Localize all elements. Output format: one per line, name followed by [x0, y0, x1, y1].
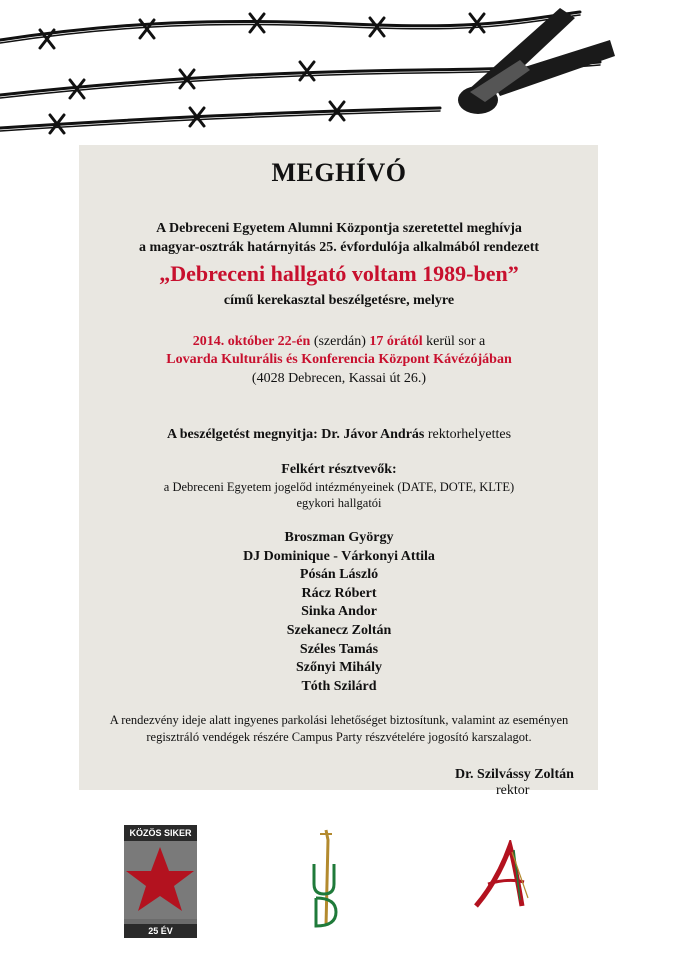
participants-desc-2: egykori hallgatói — [296, 496, 382, 510]
event-date: 2014. október 22-én — [192, 334, 311, 349]
kozos-siker-logo — [124, 825, 197, 936]
event-time: 17 órától — [369, 334, 423, 349]
participants-list — [0, 529, 678, 696]
page-title: MEGHÍVÓ — [271, 158, 407, 187]
event-day: (szerdán) — [313, 334, 366, 349]
notice-line-2: regisztráló vendégek részére Campus Party részvételére jogosító karszalagot. — [146, 730, 532, 744]
notice-line-1: A rendezvény ideje alatt ingyenes parkolási lehetőséget biztosítunk, valamint az eseményen — [109, 713, 569, 727]
participants-heading: Felkért résztvevők: — [281, 462, 397, 477]
participants-desc-1: a Debreceni Egyetem jogelőd intézményeinek (DATE, DOTE, KLTE) — [163, 480, 515, 494]
participant-name: Szőnyi Mihály — [296, 660, 382, 676]
event-title: „Debreceni hallgató voltam 1989-ben” — [159, 261, 519, 286]
event-subtitle: című kerekasztal beszélgetésre, melyre — [223, 293, 455, 308]
barbed-wire-illustration — [0, 0, 678, 150]
opening-label: A beszélgetést megnyitja: — [166, 427, 318, 442]
intro-line-2: a magyar-osztrák határnyitás 25. évfordulója alkalmából rendezett — [138, 240, 540, 255]
event-datetime — [0, 334, 678, 350]
participant-name: Széles Tamás — [299, 641, 379, 657]
participant-name: DJ Dominique - Várkonyi Attila — [243, 548, 435, 564]
red-star-icon — [124, 841, 197, 919]
event-address: (4028 Debrecen, Kassai út 26.) — [251, 371, 427, 386]
opening-role: rektorhelyettes — [427, 427, 512, 442]
signature-name: Dr. Szilvássy Zoltán — [455, 767, 574, 782]
participant-name: Broszman György — [284, 530, 394, 545]
event-suffix: kerül sor a — [426, 334, 486, 349]
opening-person: Dr. Jávor András — [321, 427, 425, 442]
participant-name: Tóth Szilárd — [301, 678, 377, 694]
participant-name: Sinka Andor — [301, 604, 377, 620]
opening-line — [0, 427, 678, 443]
participant-name: Szekanecz Zoltán — [286, 622, 392, 638]
participant-name: Pósán László — [299, 567, 379, 583]
university-debrecen-logo — [306, 826, 346, 934]
participant-name: Rácz Róbert — [301, 585, 377, 601]
intro-line-1: A Debreceni Egyetem Alumni Központja szeretettel meghívja — [156, 221, 522, 236]
event-venue: Lovarda Kulturális és Konferencia Központ Kávézójában — [166, 352, 512, 367]
alumni-a-logo — [468, 840, 538, 912]
kozos-siker-label: KÖZÖS SIKER — [124, 825, 197, 841]
kozos-siker-years: 25 ÉV — [124, 924, 197, 938]
signature-title: rektor — [496, 783, 530, 798]
